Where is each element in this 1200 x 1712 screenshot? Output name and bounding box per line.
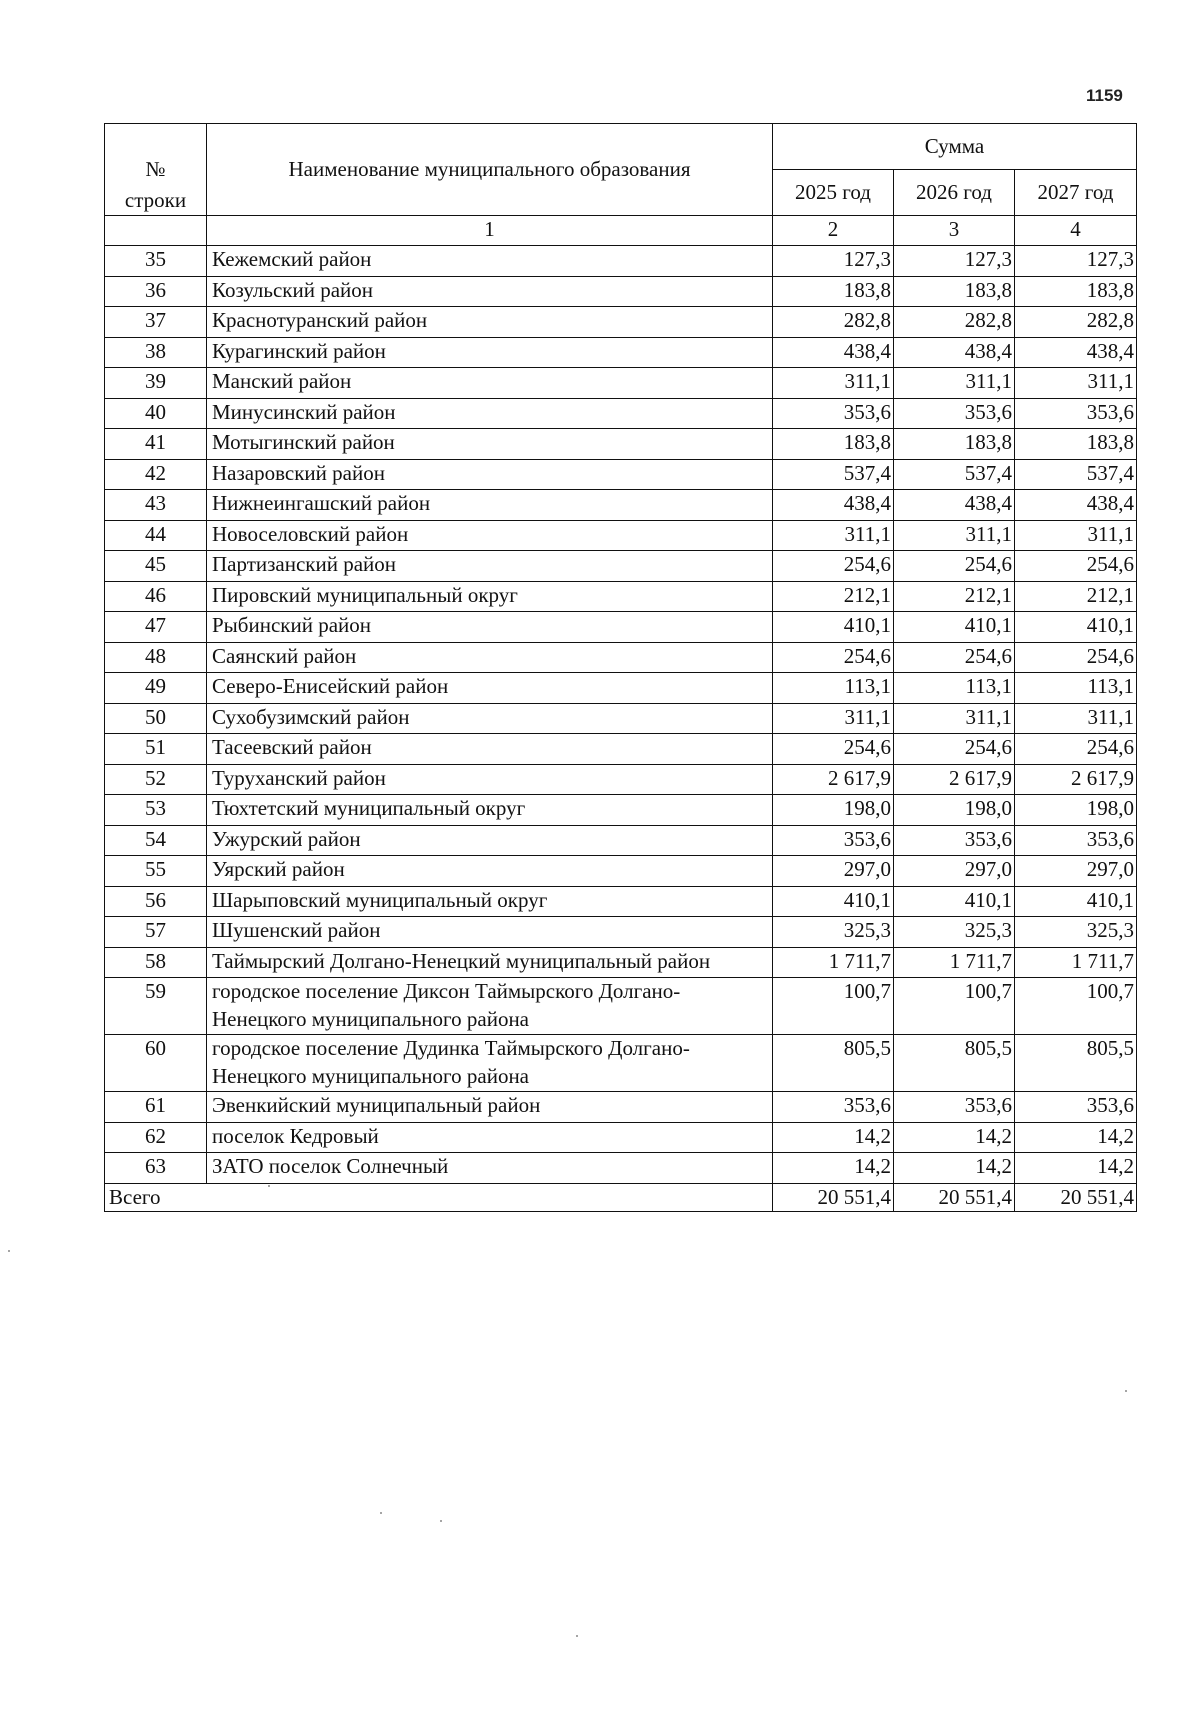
row-value-2025: 1 711,7 xyxy=(773,947,894,978)
row-value-2026: 100,7 xyxy=(894,978,1015,1035)
row-value-2027: 410,1 xyxy=(1015,612,1137,643)
row-name: городское поселение Диксон Таймырского Долгано-Ненецкого муниципального района xyxy=(207,978,773,1035)
header-sum-label: Сумма xyxy=(924,133,985,158)
row-value-2027: 353,6 xyxy=(1015,398,1137,429)
row-number: 54 xyxy=(105,825,207,856)
row-number: 49 xyxy=(105,673,207,704)
row-name: Рыбинский район xyxy=(207,612,773,643)
row-value-2026: 254,6 xyxy=(894,642,1015,673)
row-value-2027: 311,1 xyxy=(1015,703,1137,734)
row-value-2026: 805,5 xyxy=(894,1035,1015,1092)
row-name: Ужурский район xyxy=(207,825,773,856)
row-number: 58 xyxy=(105,947,207,978)
row-value-2025: 2 617,9 xyxy=(773,764,894,795)
row-value-2027: 1 711,7 xyxy=(1015,947,1137,978)
row-number: 60 xyxy=(105,1035,207,1092)
row-value-2025: 183,8 xyxy=(773,276,894,307)
row-number: 42 xyxy=(105,459,207,490)
table-row xyxy=(105,734,1137,765)
row-number: 61 xyxy=(105,1092,207,1123)
row-number: 44 xyxy=(105,520,207,551)
row-name: Тюхтетский муниципальный округ xyxy=(207,795,773,826)
row-number: 55 xyxy=(105,856,207,887)
row-number: 51 xyxy=(105,734,207,765)
row-value-2026: 183,8 xyxy=(894,276,1015,307)
row-value-2027: 282,8 xyxy=(1015,307,1137,338)
row-name: Таймырский Долгано-Ненецкий муниципальный район xyxy=(207,947,773,978)
table-row xyxy=(105,368,1137,399)
row-value-2026: 438,4 xyxy=(894,337,1015,368)
scan-speck xyxy=(576,1635,578,1637)
row-value-2027: 254,6 xyxy=(1015,642,1137,673)
row-value-2027: 297,0 xyxy=(1015,856,1137,887)
row-value-2027: 438,4 xyxy=(1015,337,1137,368)
row-number: 50 xyxy=(105,703,207,734)
row-name: Саянский район xyxy=(207,642,773,673)
column-index-cell: 1 xyxy=(207,216,773,246)
header-year-2025: 2025 год xyxy=(773,170,894,216)
row-value-2027: 410,1 xyxy=(1015,886,1137,917)
table-row xyxy=(105,551,1137,582)
row-number: 41 xyxy=(105,429,207,460)
row-number: 52 xyxy=(105,764,207,795)
row-name: Северо-Енисейский район xyxy=(207,673,773,704)
table-row xyxy=(105,520,1137,551)
scan-speck xyxy=(1125,1390,1127,1392)
total-label: Всего xyxy=(105,1183,773,1212)
row-value-2026: 297,0 xyxy=(894,856,1015,887)
row-value-2027: 212,1 xyxy=(1015,581,1137,612)
table-row xyxy=(105,1153,1137,1184)
row-value-2026: 410,1 xyxy=(894,612,1015,643)
row-name: Назаровский район xyxy=(207,459,773,490)
row-number: 59 xyxy=(105,978,207,1035)
row-name: ЗАТО поселок Солнечный xyxy=(207,1153,773,1184)
row-value-2025: 183,8 xyxy=(773,429,894,460)
row-number: 57 xyxy=(105,917,207,948)
row-value-2027: 183,8 xyxy=(1015,276,1137,307)
row-name: Тасеевский район xyxy=(207,734,773,765)
total-2027: 20 551,4 xyxy=(1015,1183,1137,1212)
table-body xyxy=(105,246,1137,1183)
row-value-2026: 353,6 xyxy=(894,825,1015,856)
row-value-2025: 113,1 xyxy=(773,673,894,704)
total-row xyxy=(105,1183,1137,1212)
row-value-2025: 805,5 xyxy=(773,1035,894,1092)
row-value-2026: 325,3 xyxy=(894,917,1015,948)
table-row xyxy=(105,581,1137,612)
row-value-2025: 410,1 xyxy=(773,886,894,917)
row-name: городское поселение Дудинка Таймырского Долгано-Ненецкого муниципального района xyxy=(207,1035,773,1092)
column-index-cell: 2 xyxy=(773,216,894,246)
row-value-2027: 127,3 xyxy=(1015,246,1137,277)
row-name: Эвенкийский муниципальный район xyxy=(207,1092,773,1123)
row-name: Шушенский район xyxy=(207,917,773,948)
scan-speck xyxy=(8,1250,10,1252)
allocation-table xyxy=(104,123,1137,1212)
row-name: Манский район xyxy=(207,368,773,399)
row-name: Уярский район xyxy=(207,856,773,887)
row-value-2026: 438,4 xyxy=(894,490,1015,521)
row-number: 45 xyxy=(105,551,207,582)
table-row xyxy=(105,978,1137,1035)
row-name: Туруханский район xyxy=(207,764,773,795)
row-value-2026: 254,6 xyxy=(894,734,1015,765)
row-name: поселок Кедровый xyxy=(207,1122,773,1153)
header-row-number-label: № строки xyxy=(124,157,187,212)
row-value-2027: 325,3 xyxy=(1015,917,1137,948)
table-row xyxy=(105,856,1137,887)
table-row xyxy=(105,642,1137,673)
table-row xyxy=(105,337,1137,368)
row-value-2026: 183,8 xyxy=(894,429,1015,460)
row-value-2026: 14,2 xyxy=(894,1122,1015,1153)
row-name: Сухобузимский район xyxy=(207,703,773,734)
row-value-2026: 113,1 xyxy=(894,673,1015,704)
row-value-2025: 325,3 xyxy=(773,917,894,948)
row-value-2025: 282,8 xyxy=(773,307,894,338)
row-value-2026: 311,1 xyxy=(894,703,1015,734)
row-value-2025: 297,0 xyxy=(773,856,894,887)
row-value-2025: 198,0 xyxy=(773,795,894,826)
total-2025: 20 551,4 xyxy=(773,1183,894,1212)
row-name: Шарыповский муниципальный округ xyxy=(207,886,773,917)
row-value-2025: 311,1 xyxy=(773,703,894,734)
row-value-2027: 805,5 xyxy=(1015,1035,1137,1092)
table-row xyxy=(105,886,1137,917)
row-value-2027: 198,0 xyxy=(1015,795,1137,826)
row-value-2025: 537,4 xyxy=(773,459,894,490)
row-value-2026: 254,6 xyxy=(894,551,1015,582)
page-number: 1159 xyxy=(1086,86,1123,105)
row-value-2027: 2 617,9 xyxy=(1015,764,1137,795)
row-value-2027: 14,2 xyxy=(1015,1153,1137,1184)
table-row xyxy=(105,703,1137,734)
table-row xyxy=(105,429,1137,460)
row-number: 43 xyxy=(105,490,207,521)
row-value-2025: 311,1 xyxy=(773,520,894,551)
header-year-2026: 2026 год xyxy=(894,170,1015,216)
row-value-2027: 14,2 xyxy=(1015,1122,1137,1153)
row-name: Новоселовский район xyxy=(207,520,773,551)
row-value-2025: 438,4 xyxy=(773,337,894,368)
row-number: 48 xyxy=(105,642,207,673)
header-year-2027: 2027 год xyxy=(1015,170,1137,216)
row-name: Нижнеингашский район xyxy=(207,490,773,521)
row-value-2026: 353,6 xyxy=(894,398,1015,429)
table-row xyxy=(105,917,1137,948)
row-value-2026: 212,1 xyxy=(894,581,1015,612)
row-value-2025: 311,1 xyxy=(773,368,894,399)
row-name: Пировский муниципальный округ xyxy=(207,581,773,612)
table-row xyxy=(105,1035,1137,1092)
row-value-2027: 183,8 xyxy=(1015,429,1137,460)
row-value-2025: 254,6 xyxy=(773,734,894,765)
row-value-2027: 537,4 xyxy=(1015,459,1137,490)
table-row xyxy=(105,947,1137,978)
row-value-2027: 100,7 xyxy=(1015,978,1137,1035)
row-value-2026: 127,3 xyxy=(894,246,1015,277)
row-number: 40 xyxy=(105,398,207,429)
row-value-2025: 254,6 xyxy=(773,551,894,582)
row-value-2026: 311,1 xyxy=(894,368,1015,399)
row-value-2026: 1 711,7 xyxy=(894,947,1015,978)
column-index-cell: 4 xyxy=(1015,216,1137,246)
scan-speck xyxy=(380,1512,382,1514)
table-row xyxy=(105,276,1137,307)
row-value-2025: 127,3 xyxy=(773,246,894,277)
row-name: Краснотуранский район xyxy=(207,307,773,338)
row-value-2025: 14,2 xyxy=(773,1122,894,1153)
total-2026: 20 551,4 xyxy=(894,1183,1015,1212)
header-name-label: Наименование муниципального образования xyxy=(288,156,691,181)
row-value-2026: 282,8 xyxy=(894,307,1015,338)
column-index-cell xyxy=(105,216,207,246)
scan-speck xyxy=(268,1185,270,1187)
row-number: 53 xyxy=(105,795,207,826)
row-number: 36 xyxy=(105,276,207,307)
row-number: 63 xyxy=(105,1153,207,1184)
row-value-2027: 311,1 xyxy=(1015,368,1137,399)
row-number: 46 xyxy=(105,581,207,612)
row-name: Партизанский район xyxy=(207,551,773,582)
table-row xyxy=(105,398,1137,429)
row-value-2027: 353,6 xyxy=(1015,1092,1137,1123)
row-value-2026: 2 617,9 xyxy=(894,764,1015,795)
row-value-2027: 311,1 xyxy=(1015,520,1137,551)
row-value-2027: 113,1 xyxy=(1015,673,1137,704)
header-name xyxy=(207,124,773,216)
table-row xyxy=(105,246,1137,277)
row-value-2027: 254,6 xyxy=(1015,551,1137,582)
table-row xyxy=(105,1122,1137,1153)
row-value-2026: 410,1 xyxy=(894,886,1015,917)
table-row xyxy=(105,764,1137,795)
table-row xyxy=(105,490,1137,521)
row-number: 38 xyxy=(105,337,207,368)
row-value-2025: 353,6 xyxy=(773,825,894,856)
row-value-2026: 537,4 xyxy=(894,459,1015,490)
row-value-2025: 353,6 xyxy=(773,398,894,429)
row-value-2025: 353,6 xyxy=(773,1092,894,1123)
row-value-2026: 353,6 xyxy=(894,1092,1015,1123)
header-sum xyxy=(773,124,1137,170)
scan-speck xyxy=(440,1520,442,1522)
column-index-cell: 3 xyxy=(894,216,1015,246)
table-row xyxy=(105,612,1137,643)
table-row xyxy=(105,459,1137,490)
row-number: 37 xyxy=(105,307,207,338)
row-number: 35 xyxy=(105,246,207,277)
row-name: Кежемский район xyxy=(207,246,773,277)
row-value-2025: 212,1 xyxy=(773,581,894,612)
row-number: 56 xyxy=(105,886,207,917)
row-value-2026: 198,0 xyxy=(894,795,1015,826)
row-name: Курагинский район xyxy=(207,337,773,368)
table-row xyxy=(105,673,1137,704)
header-row-number xyxy=(105,124,207,216)
row-value-2025: 254,6 xyxy=(773,642,894,673)
row-number: 39 xyxy=(105,368,207,399)
row-value-2025: 100,7 xyxy=(773,978,894,1035)
row-value-2026: 14,2 xyxy=(894,1153,1015,1184)
row-name: Мотыгинский район xyxy=(207,429,773,460)
column-index-row xyxy=(105,216,1137,246)
row-value-2026: 311,1 xyxy=(894,520,1015,551)
row-value-2025: 14,2 xyxy=(773,1153,894,1184)
table-row xyxy=(105,795,1137,826)
row-value-2025: 410,1 xyxy=(773,612,894,643)
table-row xyxy=(105,825,1137,856)
row-value-2027: 438,4 xyxy=(1015,490,1137,521)
row-number: 47 xyxy=(105,612,207,643)
table-footer xyxy=(105,1183,1137,1212)
table-header xyxy=(105,124,1137,246)
row-number: 62 xyxy=(105,1122,207,1153)
table-row xyxy=(105,307,1137,338)
row-value-2025: 438,4 xyxy=(773,490,894,521)
row-value-2027: 353,6 xyxy=(1015,825,1137,856)
row-value-2027: 254,6 xyxy=(1015,734,1137,765)
row-name: Минусинский район xyxy=(207,398,773,429)
table-row xyxy=(105,1092,1137,1123)
row-name: Козульский район xyxy=(207,276,773,307)
